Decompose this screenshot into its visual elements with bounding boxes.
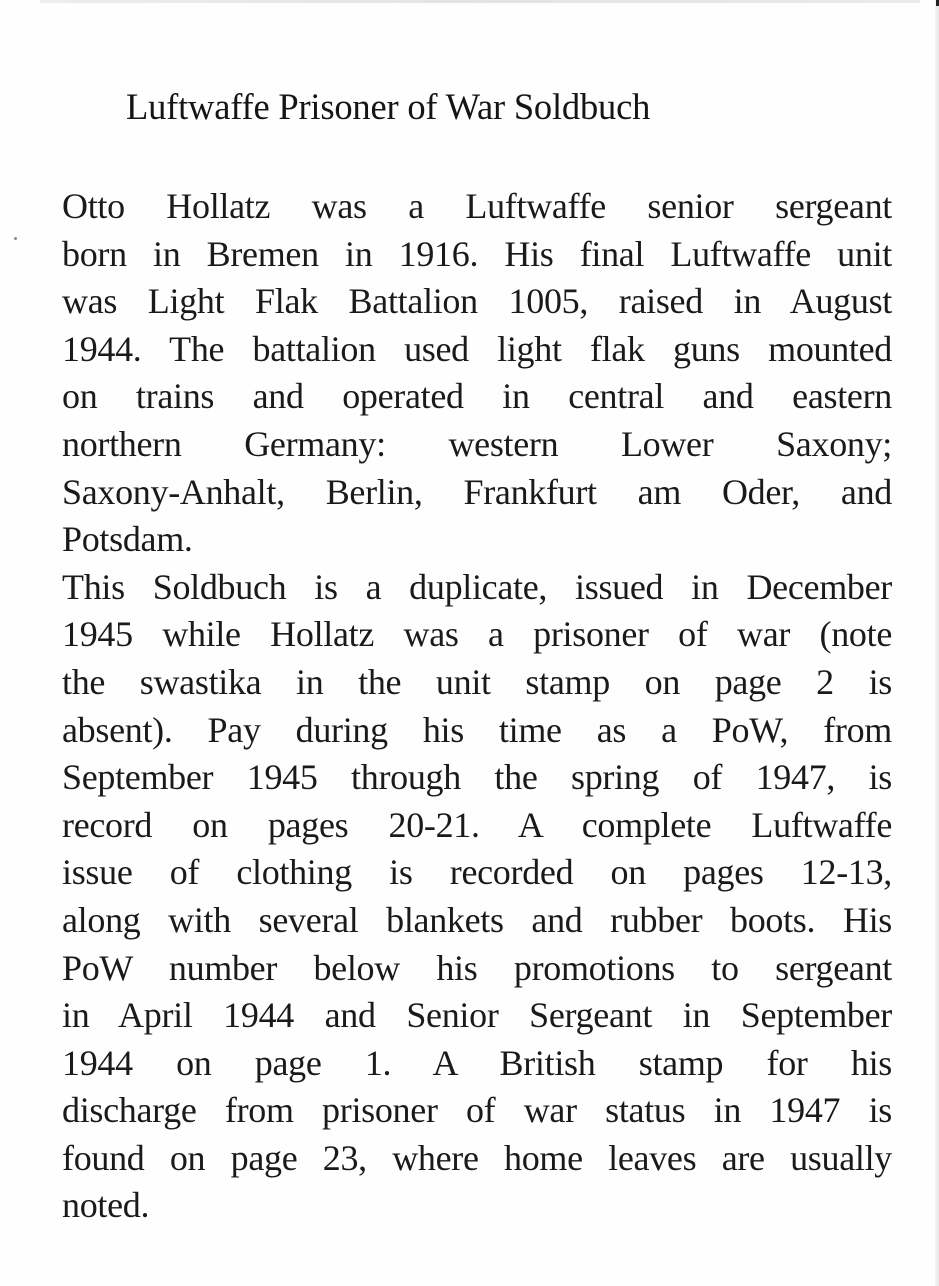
text-line: northern Germany: western Lower Saxony; bbox=[62, 423, 892, 464]
text-line: found on page 23, where home leaves are usually bbox=[62, 1137, 892, 1178]
text-line: issue of clothing is recorded on pages 12-13, bbox=[62, 852, 892, 893]
text-line: the swastika in the unit stamp on page 2 is bbox=[62, 661, 892, 702]
text-line: 1945 while Hollatz was a prisoner of war (note bbox=[62, 614, 892, 655]
text-line: PoW number below his promotions to sergeant bbox=[62, 947, 892, 988]
text-line: absent). Pay during his time as a PoW, from bbox=[62, 709, 892, 750]
body-text bbox=[62, 183, 892, 1230]
text-line: in April 1944 and Senior Sergeant in September bbox=[62, 995, 892, 1036]
text-line: Saxony-Anhalt, Berlin, Frankfurt am Oder, and bbox=[62, 471, 892, 512]
scan-right-edge bbox=[935, 0, 939, 1286]
text-line: This Soldbuch is a duplicate, issued in December bbox=[62, 566, 892, 607]
page-title: Luftwaffe Prisoner of War Soldbuch bbox=[126, 86, 651, 127]
scan-edge-shadow bbox=[40, 0, 920, 3]
text-line: was Light Flak Battalion 1005, raised in August bbox=[62, 281, 892, 322]
text-line: Otto Hollatz was a Luftwaffe senior sergeant bbox=[62, 186, 892, 226]
text-line: on trains and operated in central and eastern bbox=[62, 376, 892, 417]
text-line: Potsdam. bbox=[62, 519, 193, 560]
text-line: record on pages 20-21. A complete Luftwaffe bbox=[62, 804, 892, 845]
paragraph-2 bbox=[62, 564, 892, 1230]
text-line: born in Bremen in 1916. His final Luftwaffe unit bbox=[62, 233, 892, 274]
paragraph-1 bbox=[62, 183, 892, 564]
text-line: discharge from prisoner of war status in 1947 is bbox=[62, 1090, 892, 1131]
scan-speck bbox=[14, 237, 17, 240]
text-line: 1944. The battalion used light flak guns mounted bbox=[62, 328, 892, 369]
text-line: noted. bbox=[62, 1185, 150, 1226]
text-line: along with several blankets and rubber boots. His bbox=[62, 899, 892, 940]
text-line: September 1945 through the spring of 1947, is bbox=[62, 757, 892, 798]
text-line: 1944 on page 1. A British stamp for his bbox=[62, 1042, 892, 1083]
